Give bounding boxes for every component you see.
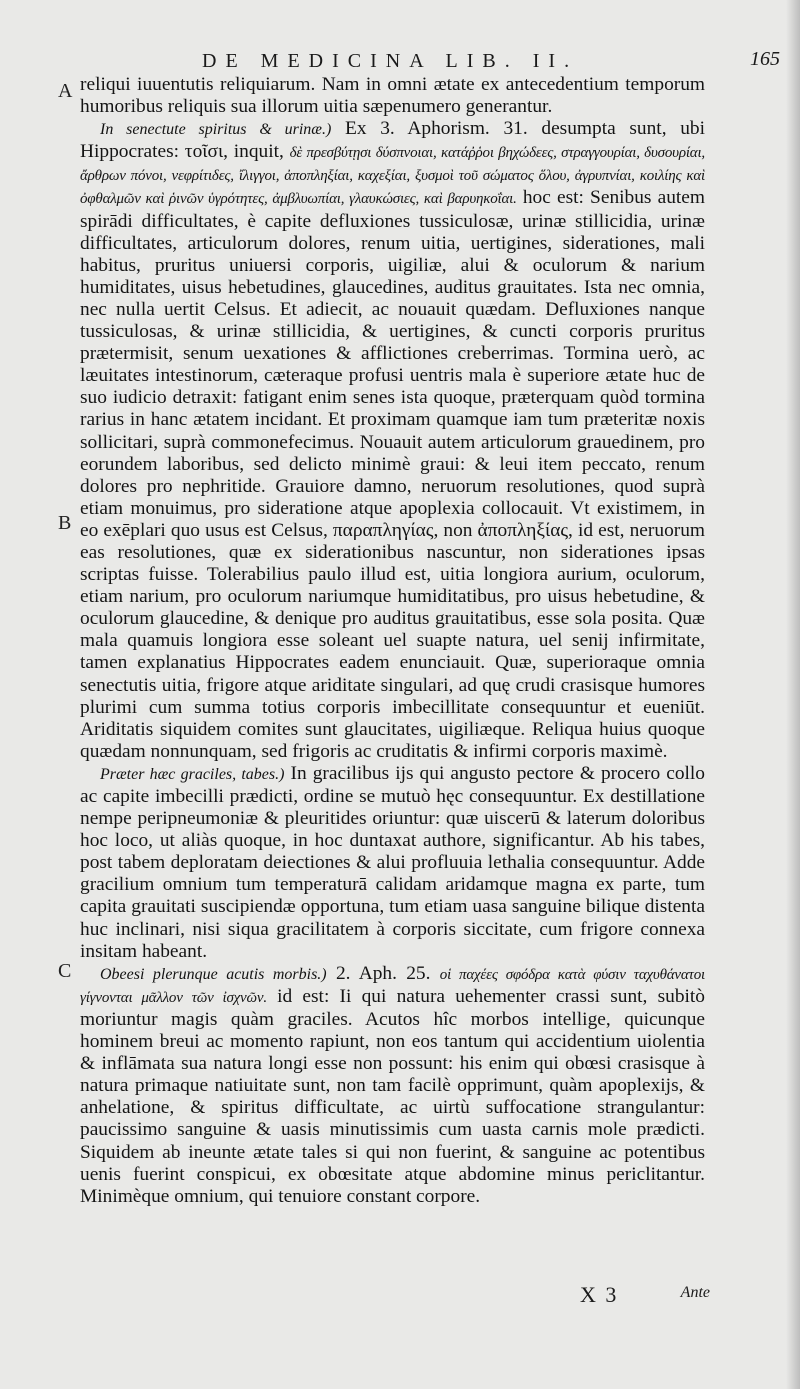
paragraph-4-greek-quote: οἱ παχέες σφόδρα κατὰ φύσιν ταχυθάνατοι γίγνονται μᾶλλον τῶν ἰσχνῶν. xyxy=(80,966,705,1006)
page-number: 165 xyxy=(750,48,780,70)
body-text xyxy=(80,74,705,1208)
margin-marker-a: A xyxy=(58,80,73,102)
catchword: Ante xyxy=(680,1284,710,1301)
page-gutter-shadow xyxy=(786,0,800,1389)
paragraph-4-text: 2. Aph. 25. xyxy=(335,962,431,984)
paragraph-2 xyxy=(80,118,705,763)
running-title: DE MEDICINA LIB. II. xyxy=(202,50,579,72)
signature-mark: X 3 xyxy=(580,1282,619,1307)
paragraph-2-text: Ex 3. Aphorism. 31. desumpta sunt, ubi Hippocrates: τοῖσι, inquit, xyxy=(80,118,705,163)
margin-marker-b: B xyxy=(58,512,72,534)
paragraph-2-commentary: hoc est: Senibus autem spirādi difficultates, è capite defluxiones tussiculosæ, urinæ stillicidia, urinæ difficultates, articulorum dolores, renum uitia, uertigines, siderationes, mali habitus, pruritus uniuersi corporis, uigiliæ, alui & oculorum & narium humiditates, uisus hebetudines, glaucedines, auditus grauitates. Ista nec omnia, nec nulla uertit Celsus. Et adiecit, ac nouauit quædam. Defluxiones nanque tussiculosas, & urinæ stillicidia, & uertigines, & cuncti corporis pruritus prætermisit, senum uexationes & afflictiones creberrimas. Tormina uerò, ac læuitates intestinorum, cæteraque profusi uentris mala è superiore ætate huc de suo iudicio detraxit: fatigant enim senes ista quoque, præterquam quòd tormina rarius in hanc ætatem incidant. Et proximam quamque iam tum præteritæ noxis sollicitari, suprà commonefecimus. Nouauit autem articulorum grauedinem, pro eorundem laboribus, sed delicto minimè graui: & leui item peccato, renum dolores pro nephritide. Grauiore damno, neruorum resolutiones, quod suprà etiam monuimus, pro sideratione atque apoplexia collocauit. Vt existimem, in eo exēplari quo usus est Celsus, παραπληγίας, non ἀποπληξίας, id est, neruorum eas resolutiones, quæ ex siderationibus nascuntur, non siderationes ipsas scriptas fuisse. Tolerabilius paulo illud est, uitia longiora aurium, oculorum, etiam narium, pro oculorum nariumque humiditatibus, pro uisus hebetudine, & oculorum glaucedine, & denique pro auditus grauitatibus, esse sola posita. Quæ mala quamuis longiora esse soleant uel suapte natura, uel senij infirmitate, tamen explanatius Hippocrates eadem enunciauit. Quæ, superioraque omnia senectutis uitia, frigore atque ariditate singulari, ad quę crudi crasisque humores plurimi cum summa totius corporis imbecillitate consequuntur et eueniūt. Ariditatis siquidem comites sunt glaucitates, uigiliæque. Reliqua huius quoque quædam nonnunquam, sed frigoris ac cruditatis & infirmi corporis maximè. xyxy=(80,187,705,762)
margin-marker-c: C xyxy=(58,960,72,982)
paragraph-1-text: reliqui iuuentutis reliquiarum. Nam in omni ætate ex antecedentium temporum humoribus reliquis sua illorum uitia sæpenumero generantur. xyxy=(80,74,705,118)
paragraph-3 xyxy=(80,763,705,963)
paragraph-2-greek-quote: δὲ πρεσβύτῃσι δύσπνοιαι, κατάῤῥοι βηχώδεες, στραγγουρίαι, δυσουρίαι, ἄρθρων πόνοι, νεφρίτιδες, ἴλιγγοι, ἀποπληξίαι, καχεξίαι, ξυσμοὶ τοῦ σώματος ὅλου, ἀγρυπνίαι, κοιλίης καὶ ὀφθαλμῶν καὶ ῥινῶν ὑγρότητες, ἀμβλυωπίαι, γλαυκώσιες, καὶ βαρυηκοΐαι. xyxy=(80,145,705,208)
paragraph-2-lemma: In senectute spiritus & urinæ.) xyxy=(100,121,332,139)
paragraph-4 xyxy=(80,963,705,1208)
paragraph-4-commentary: id est: Ii qui natura uehementer crassi sunt, subitò moriuntur magis quàm graciles. Acutos hîc morbos intellige, quicunque hominem breui ac momento rapiunt, non eos tantum qui accidentium uiolentia & inflāmata sua natura longi esse non possunt: his enim qui obœsi crasisque à natura primaque natiuitate sunt, non tam facilè opprimunt, quàm apoplexijs, & anhelatione, & spiritus difficultate, ac uirtù suffocatione strangulantur: paucissimo sanguine & uasis minutissimis cum uasta carnis mole prædicti. Siquidem ab ineunte ætate tales si qui non fuerint, & sanguine ac potentibus uenis fuerint conspicui, ex obœsitate atque abdomine minus periclitantur. Minimèque omnium, qui tenuiore constant corpore. xyxy=(80,985,705,1207)
paragraph-3-text: In gracilibus ijs qui angusto pectore & procero collo ac capite imbecilli prædicti, ordine se mutuò hęc consequuntur. Ex destillatione nempe peripneumoniæ & pleuritides oriuntur: quæ uiscerū & laterum doloribus hoc loco, ut aliàs quoque, in hoc duntaxat authore, significantur. Ab his tabes, post tabem deploratam deiectiones & alui profluuia lethalia consequuntur. Adde gracilium omnium tum temperaturā calidam aridamque magna ex parte, tum capita grauitati suscipiendæ opportuna, tum etiam uasa sanguine bilique distenta huc inclinari, nisi siqua gracilitatem à corporis siccitate, cum frigore connexa insitam habeant. xyxy=(80,762,705,962)
paragraph-1 xyxy=(80,74,705,118)
paragraph-3-lemma: Præter hæc graciles, tabes.) xyxy=(100,765,285,783)
paragraph-4-lemma: Obeesi plerunque acutis morbis.) xyxy=(100,965,327,983)
